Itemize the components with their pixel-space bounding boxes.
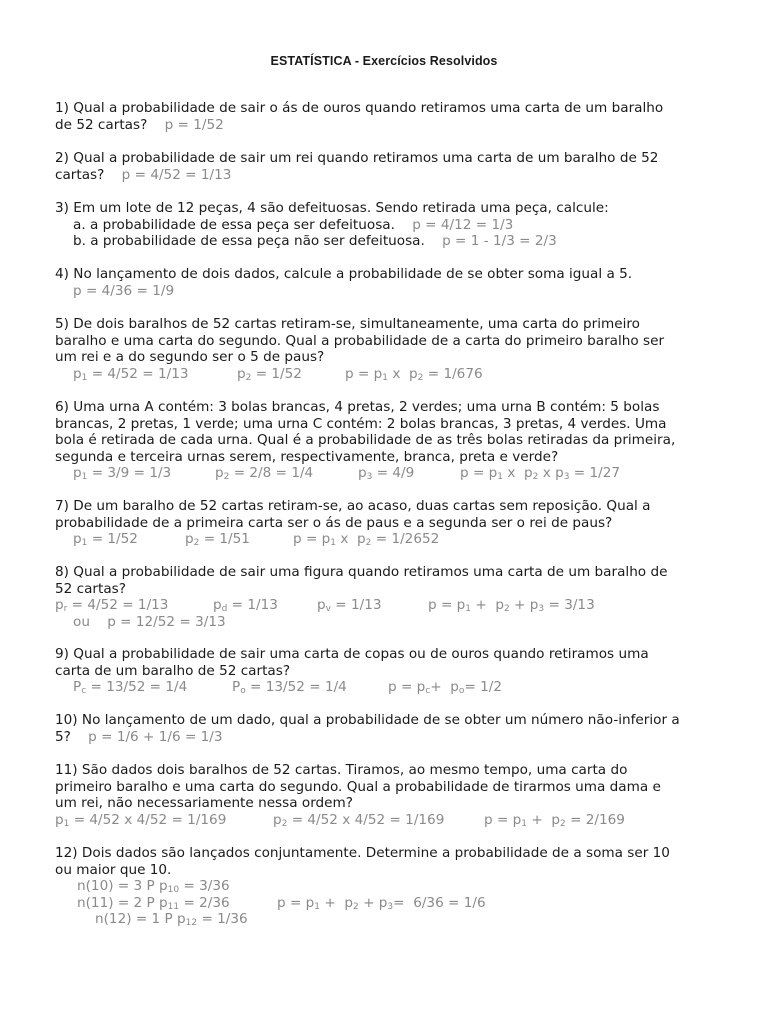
question-8-line-1: 8) Qual a probabilidade de sair uma figura quando retiramos uma carta de um baralho de [55, 564, 668, 580]
question-11-answers [55, 812, 735, 829]
question-5-line-1: 5) De dois baralhos de 52 cartas retiram-se, simultaneamente, uma carta do primeiro [55, 316, 640, 332]
question-5 [55, 316, 735, 382]
question-12-answer-row-2 [55, 895, 735, 912]
question-8-line-2: 52 cartas? [55, 580, 126, 597]
question-3-item-a: a. a probabilidade de essa peça ser defeituosa. [73, 216, 395, 233]
question-7-answer-p: $p = p_1$ x $p_2 = 1/2652$ [293, 531, 440, 548]
question-4 [55, 266, 735, 299]
question-12-answer-row-3 [55, 911, 735, 928]
page-title: ESTATÍSTICA - Exercícios Resolvidos [270, 54, 498, 68]
question-6-answer-p: $p = p_1$ x $p_2$ x $p_3 = 1/27$ [460, 465, 621, 482]
question-9-answer-po: $P_o = 13/52 = 1/4$ [232, 679, 347, 696]
question-3 [55, 200, 735, 250]
question-12-line-1: 12) Dois dados são lançados conjuntamente. Determine a probabilidade de a soma ser 10 [55, 845, 670, 861]
question-6-answers [55, 465, 735, 482]
question-1 [55, 100, 735, 133]
question-8-answer-pv: $p_v = 1/13$ [317, 597, 382, 614]
question-12-line-2: ou maior que 10. [55, 861, 172, 878]
question-5-answers [55, 366, 735, 383]
question-1-line-1: 1) Qual a probabilidade de sair o ás de ouros quando retiramos uma carta de um baralho [55, 100, 664, 116]
question-12-answer-n12: n(12) = 1 P $p_{12} = 1/36$ [95, 911, 248, 928]
question-12-answer-n10: n(10) = 3 P $p_{10} = 3/36$ [77, 878, 230, 895]
question-2-answer: p = 4/52 = 1/13 [121, 166, 232, 183]
question-7-answer-p1: $p_1 = 1/52$ [73, 531, 138, 548]
question-4-line-1: 4) No lançamento de dois dados, calcule a probabilidade de se obter soma igual a 5. [55, 266, 633, 282]
question-2-line-1: 2) Qual a probabilidade de sair um rei quando retiramos uma carta de um baralho de 52 [55, 150, 659, 166]
question-11-answer-p1: $p_1 = 4/52$ x 4/52 = 1/169 [55, 811, 227, 829]
question-8-answers [55, 597, 735, 614]
question-9-answers [55, 679, 735, 696]
question-6-line-3: bola é retirada de cada urna. Qual é a probabilidade de as três bolas retiradas da primeira, [55, 432, 676, 448]
question-11-line-1: 11) São dados dois baralhos de 52 cartas. Tiramos, ao mesmo tempo, uma carta do [55, 762, 628, 778]
question-6-answer-p3: $p_3 = 4/9$ [358, 465, 415, 482]
question-5-answer-p: $p = p_1$ x $p_2 = 1/676$ [345, 365, 483, 383]
question-5-line-3: um rei e a do segundo ser o 5 de paus? [55, 349, 325, 365]
question-11 [55, 762, 735, 828]
question-12 [55, 845, 735, 928]
question-8 [55, 564, 735, 630]
question-7-line-2: probabilidade de a primeira carta ser o ás de paus e a segunda ser o rei de paus? [55, 514, 613, 531]
question-9 [55, 646, 735, 696]
question-2-line-2: cartas? [55, 166, 105, 183]
question-11-answer-p: $p = p_1 + p_2 = 2/169$ [484, 811, 625, 829]
question-10-line-1: 10) No lançamento de um dado, qual a probabilidade de se obter um número não-inferior a [55, 712, 680, 728]
question-7 [55, 498, 735, 548]
question-2 [55, 150, 735, 183]
question-6-line-1: 6) Uma urna A contém: 3 bolas brancas, 4 pretas, 2 verdes; uma urna B contém: 5 bolas [55, 399, 660, 415]
question-1-line-2: de 52 cartas? [55, 116, 148, 133]
question-9-answer-p: $p = p_c+ p_o= 1/2$ [388, 679, 503, 696]
question-6 [55, 399, 735, 482]
question-10 [55, 712, 735, 745]
question-5-answer-p2: $p_2 = 1/52$ [237, 365, 302, 383]
question-1-answer: p = 1/52 [164, 116, 224, 133]
question-8-answer-p: $p = p_1 + p_2 + p_3 = 3/13$ [428, 597, 595, 614]
question-8-answer-alt: ou p = 12/52 = 3/13 [73, 613, 226, 630]
question-3-item-b: b. a probabilidade de essa peça não ser defeituosa. [73, 233, 425, 249]
question-11-answer-p2: $p_2 = 4/52$ x 4/52 = 1/169 [273, 811, 445, 829]
question-6-line-4: segunda e terceira urnas serem, respectivamente, branca, preta e verde? [55, 448, 559, 465]
question-11-line-2: primeiro baralho e uma carta do segundo. Qual a probabilidade de tirarmos uma dama e [55, 778, 661, 795]
question-9-line-2: carta de um baralho de 52 cartas? [55, 662, 291, 679]
question-12-answer-p: $p = p_1 + p_2 + p_3= 6/36 = 1/6$ [277, 894, 486, 912]
question-5-answer-p1: $p_1 = 4/52 = 1/13$ [73, 365, 189, 383]
question-6-answer-p2: $p_2 = 2/8 = 1/4$ [215, 465, 314, 482]
question-9-answer-pc: $P_c = 13/52 = 1/4$ [73, 679, 188, 696]
question-8-answer-pd: $p_d = 1/13$ [213, 597, 278, 614]
question-8-answer-pr: $p_r = 4/52 = 1/13$ [55, 597, 169, 614]
question-7-answer-p2: $p_2 = 1/51$ [185, 531, 250, 548]
question-11-line-3: um rei, não necessariamente nessa ordem? [55, 795, 353, 811]
question-6-line-2: brancas, 2 pretas, 1 verde; uma urna C contém: 2 bolas brancas, 3 pretas, 4 verdes. Uma [55, 415, 667, 432]
question-10-line-2: 5? [55, 728, 71, 745]
question-10-answer: p = 1/6 + 1/6 = 1/3 [88, 728, 223, 745]
question-3-item-b-answer: p = 1 - 1/3 = 2/3 [442, 233, 557, 249]
question-6-answer-p1: $p_1 = 3/9 = 1/3$ [73, 465, 172, 482]
question-4-answer: p = 4/36 = 1/9 [73, 282, 175, 299]
question-7-answers [55, 531, 735, 548]
question-5-line-2: baralho e uma carta do segundo. Qual a probabilidade de a carta do primeiro baralho ser [55, 332, 665, 349]
question-9-line-1: 9) Qual a probabilidade de sair uma carta de copas ou de ouros quando retiramos uma [55, 646, 649, 662]
question-12-answer-row-1 [55, 878, 735, 895]
question-7-line-1: 7) De um baralho de 52 cartas retiram-se, ao acaso, duas cartas sem reposição. Qual a [55, 498, 651, 514]
question-3-line-1: 3) Em um lote de 12 peças, 4 são defeituosas. Sendo retirada uma peça, calcule: [55, 200, 609, 216]
question-12-answer-n11: n(11) = 2 P $p_{11} = 2/36$ [77, 894, 230, 912]
question-3-item-a-answer: p = 4/12 = 1/3 [412, 216, 514, 233]
